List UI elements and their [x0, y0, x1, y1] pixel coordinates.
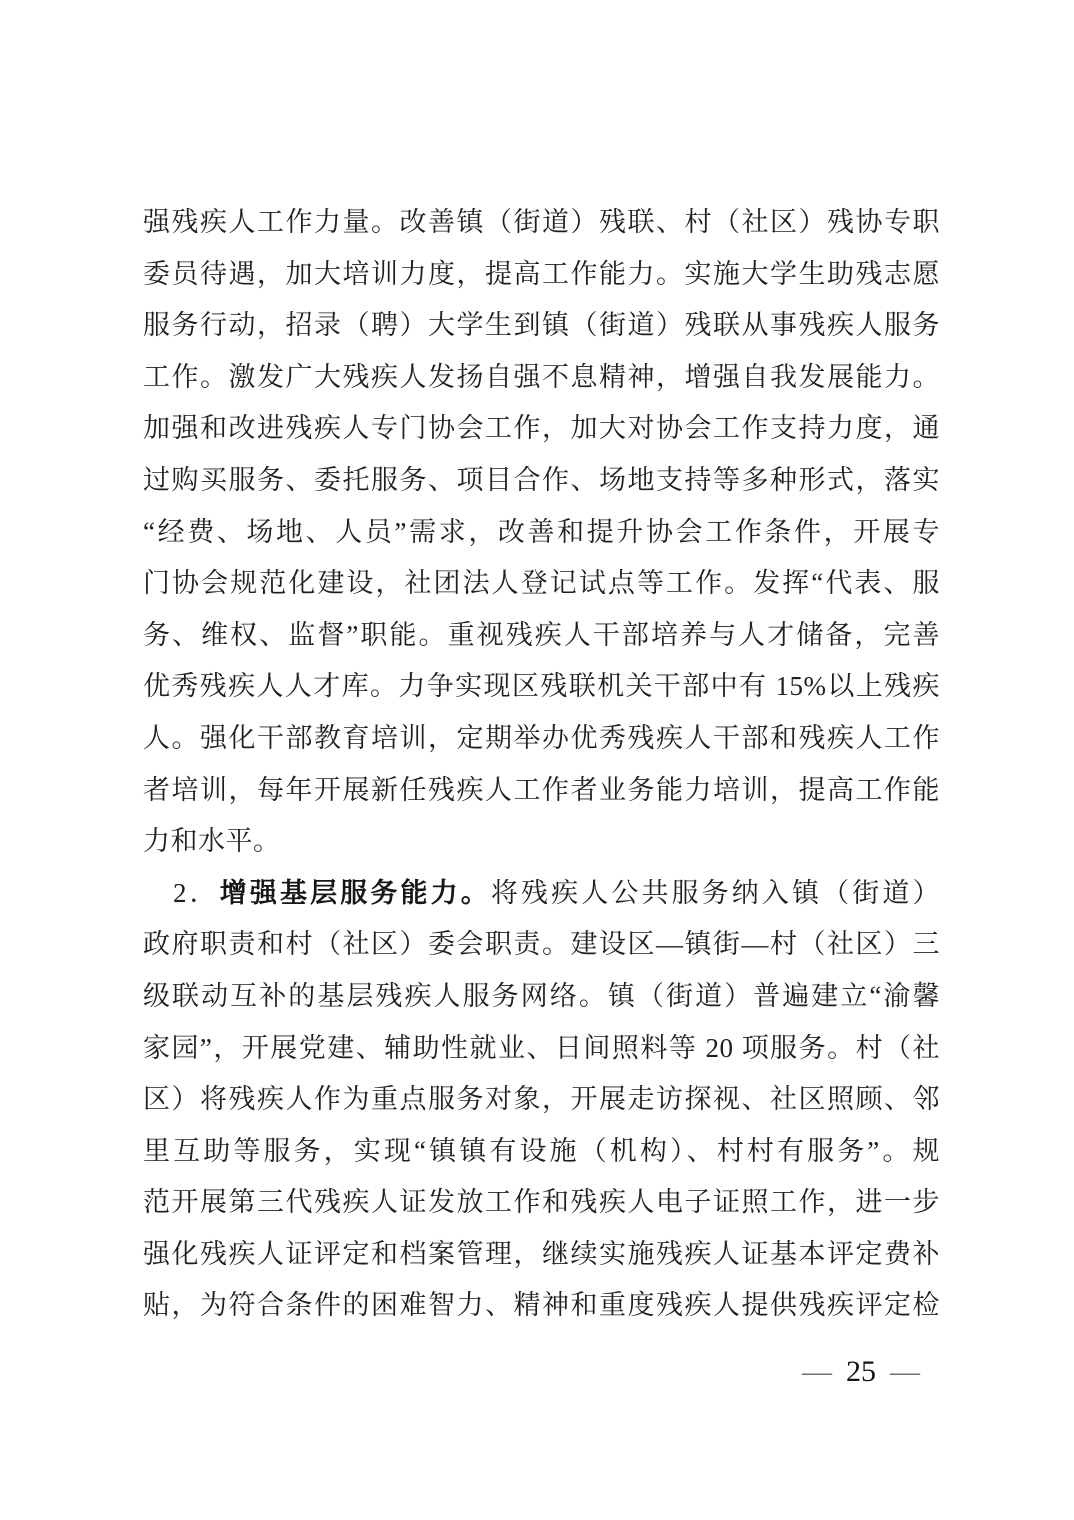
item-number: 2． [173, 877, 220, 908]
page-footer [741, 1350, 981, 1394]
paragraph2-line: 政府职责和村（社区）委会职责。建设区—镇街—村（社区）三 [143, 929, 940, 960]
item-heading: 增强基层服务能力。 [219, 877, 491, 908]
paragraph2-first-line [143, 868, 940, 920]
paragraph2-line: 范开展第三代残疾人证发放工作和残疾人电子证照工作，进一步 [143, 1187, 940, 1218]
paragraph2-line: 里互助等服务，实现“镇镇有设施（机构）、村村有服务”。规 [143, 1135, 940, 1166]
paragraph1-line: 者培训，每年开展新任残疾人工作者业务能力培训，提高工作能 [143, 774, 940, 805]
paragraph1-line: 委员待遇，加大培训力度，提高工作能力。实施大学生助残志愿 [143, 258, 940, 289]
paragraph1-last-line: 力和水平。 [143, 826, 281, 857]
paragraph1-line: 门协会规范化建设，社团法人登记试点等工作。发挥“代表、服 [143, 568, 940, 599]
page-number: 25 [846, 1355, 876, 1388]
paragraph2-line: 强化残疾人证评定和档案管理，继续实施残疾人证基本评定费补 [143, 1238, 940, 1269]
paragraph1-line: 过购买服务、委托服务、项目合作、场地支持等多种形式，落实 [143, 464, 940, 495]
paragraph1-line: 服务行动，招录（聘）大学生到镇（街道）残联从事残疾人服务 [143, 310, 940, 341]
footer-dash-left: — [802, 1355, 832, 1388]
paragraph2-line: 家园”，开展党建、辅助性就业、日间照料等 20 项服务。村（社 [143, 1032, 940, 1063]
paragraph2-first-line-rest: 将残疾人公共服务纳入镇（街道） [490, 877, 940, 908]
paragraph1-line: 加强和改进残疾人专门协会工作，加大对协会工作支持力度，通 [143, 413, 940, 444]
paragraph1-line: 人。强化干部教育培训，定期举办优秀残疾人干部和残疾人工作 [143, 722, 940, 753]
paragraph1-line: 务、维权、监督”职能。重视残疾人干部培养与人才储备，完善 [143, 619, 940, 650]
body-text-block [143, 197, 940, 1332]
paragraph2-line: 贴，为符合条件的困难智力、精神和重度残疾人提供残疾评定检 [143, 1290, 940, 1321]
paragraph1-line: 优秀残疾人人才库。力争实现区残联机关干部中有 15%以上残疾 [143, 671, 940, 702]
paragraph1-line: 工作。激发广大残疾人发扬自强不息精神，增强自我发展能力。 [143, 361, 940, 392]
paragraph2-line: 区）将残疾人作为重点服务对象，开展走访探视、社区照顾、邻 [143, 1084, 940, 1115]
paragraph2-line: 级联动互补的基层残疾人服务网络。镇（街道）普遍建立“渝馨 [143, 980, 940, 1011]
paragraph1-line: “经费、场地、人员”需求，改善和提升协会工作条件，开展专 [143, 516, 940, 547]
footer-dash-right: — [890, 1355, 920, 1388]
paragraph1-line: 强残疾人工作力量。改善镇（街道）残联、村（社区）残协专职 [143, 207, 940, 237]
